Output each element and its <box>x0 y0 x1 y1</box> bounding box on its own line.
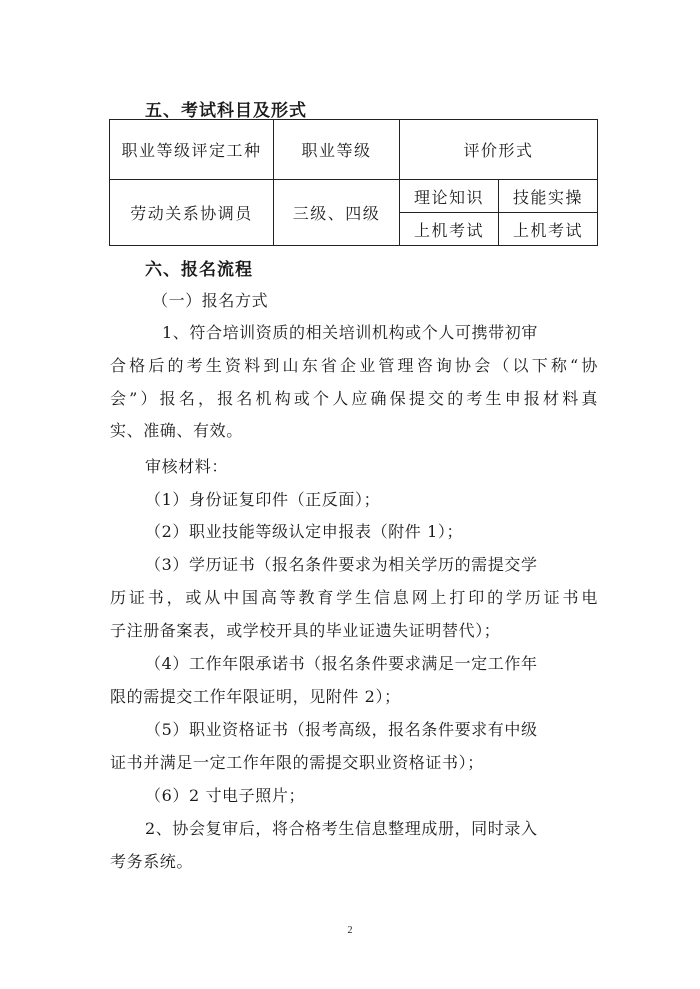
header-level: 职业等级 <box>274 120 400 180</box>
cell-method-practice: 上机考试 <box>499 213 598 246</box>
item-5-line2: 证书并满足一定工作年限的需提交职业资格证书）； <box>110 753 484 772</box>
para1-line2: 合格后的考生资料到山东省企业管理咨询协会（以下称“协 <box>110 356 598 375</box>
item-5-line1: （5）职业资格证书（报考高级，报名条件要求有中级 <box>145 720 538 739</box>
cell-subject-practice: 技能实操 <box>499 180 598 213</box>
header-occupation: 职业等级评定工种 <box>110 120 274 180</box>
item-4-line2: 限的需提交工作年限证明，见附件 2）； <box>110 687 401 706</box>
item-1: （1）身份证复印件（正反面）； <box>145 490 381 509</box>
item-6: （6）2 寸电子照片； <box>145 786 306 805</box>
item-3-line3: 子注册备案表，或学校开具的毕业证遗失证明替代）； <box>110 621 501 640</box>
header-evaluation: 评价形式 <box>400 120 598 180</box>
item-3-line2: 历证书，或从中国高等教育学生信息网上打印的学历证书电 <box>110 588 598 607</box>
cell-subject-theory: 理论知识 <box>400 180 499 213</box>
cell-levels: 三级、四级 <box>274 180 400 246</box>
item-4-line1: （4）工作年限承诺书（报名条件要求满足一定工作年 <box>145 654 538 673</box>
review-materials-label: 审核材料： <box>145 457 229 476</box>
cell-method-theory: 上机考试 <box>400 213 499 246</box>
subsection-heading: （一）报名方式 <box>152 291 269 310</box>
para2-line2: 考务系统。 <box>110 852 194 871</box>
para1-line4: 实、准确、有效。 <box>110 421 243 440</box>
para2-line1: 2、协会复审后，将合格考生信息整理成册，同时录入 <box>145 819 538 838</box>
section6-heading: 六、报名流程 <box>145 260 253 280</box>
section5-heading: 五、考试科目及形式 <box>145 101 307 121</box>
cell-occupation: 劳动关系协调员 <box>110 180 274 246</box>
page-number: 2 <box>347 925 353 936</box>
para1-line1: 1、符合培训资质的相关培训机构或个人可携带初审 <box>162 323 538 342</box>
item-3-line1: （3）学历证书（报名条件要求为相关学历的需提交学 <box>145 555 538 574</box>
para1-line3: 会”）报名，报名机构或个人应确保提交的考生申报材料真 <box>110 389 598 408</box>
item-2: （2）职业技能等级认定申报表（附件 1）； <box>145 522 464 541</box>
exam-table <box>109 119 598 246</box>
